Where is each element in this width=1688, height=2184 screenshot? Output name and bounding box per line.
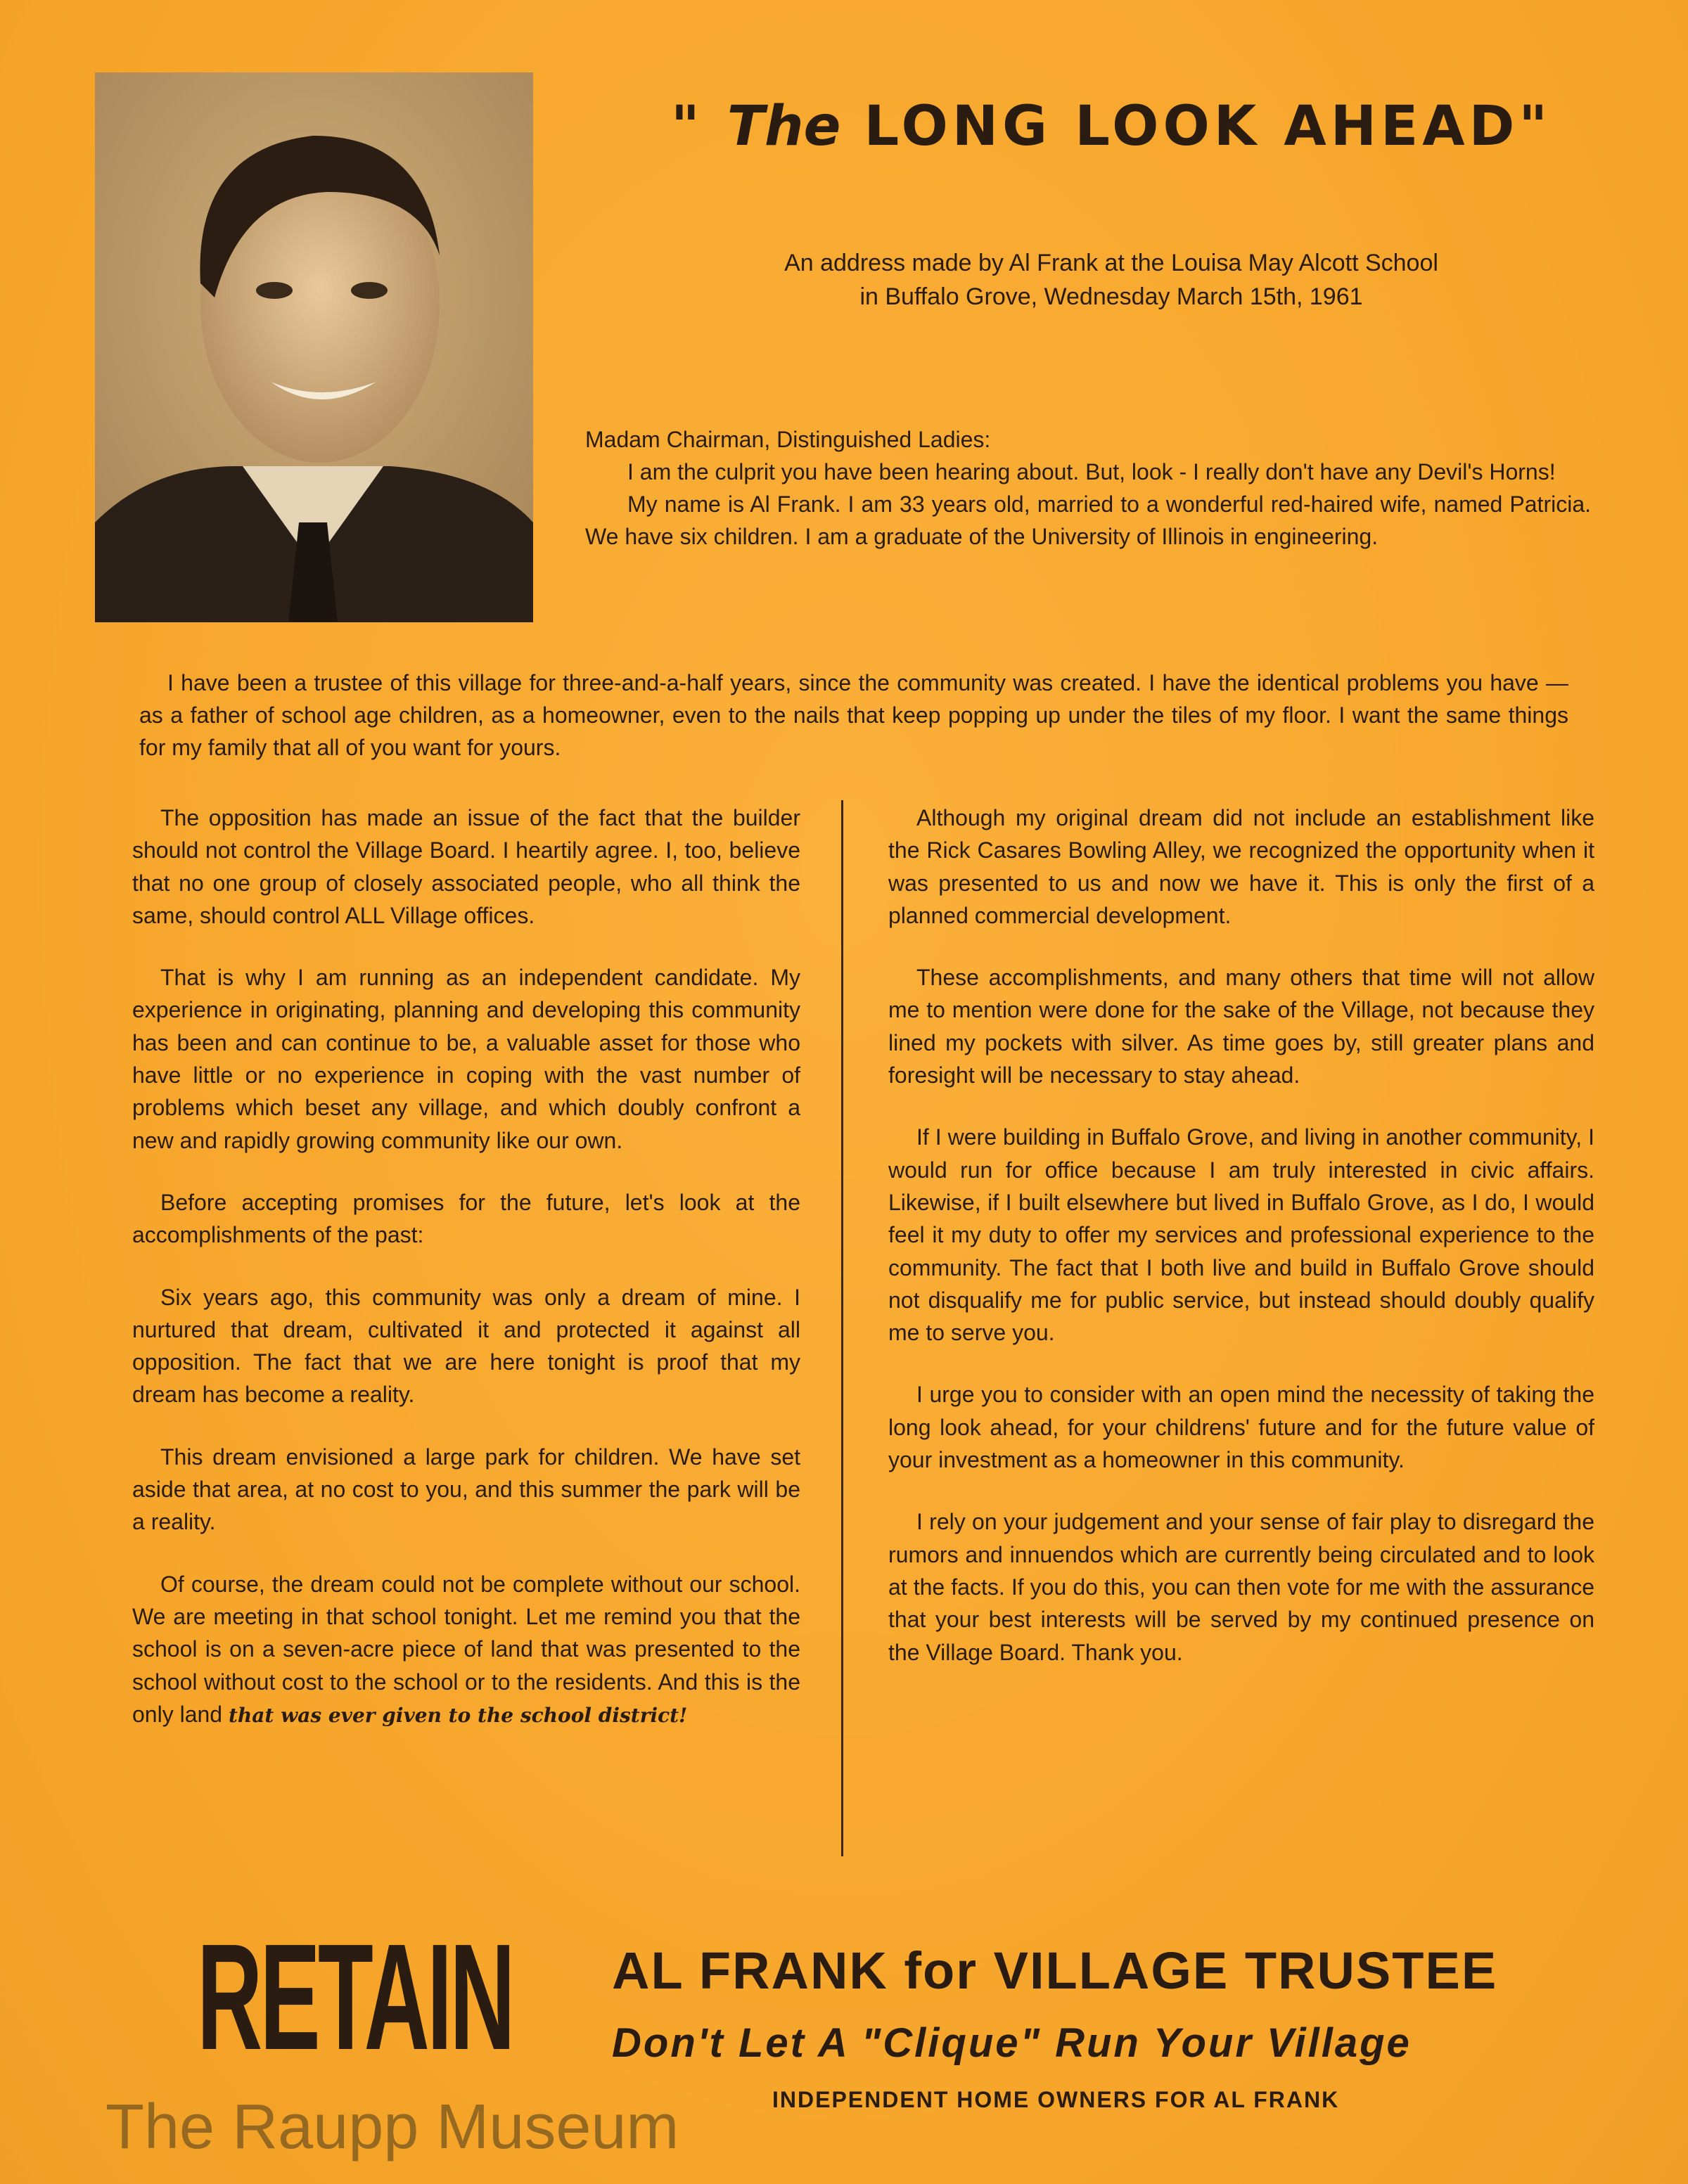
subtitle <box>612 246 1611 314</box>
paragraph: Although my original dream did not include an establishment like the Rick Casares Bowling Alley, we recognized the opportunity when it was presented to us and now we have it. This is only the first of a planned commercial development. <box>888 805 1594 928</box>
portrait-photo <box>95 72 533 622</box>
title-main: LONG LOOK AHEAD <box>864 95 1519 158</box>
watermark: The Raupp Museum <box>106 2092 679 2162</box>
paragraph: I urge you to consider with an open mind the necessity of taking the long look ahead, for your childrens' future and for the future value of your investment as a homeowner in this community. <box>888 1382 1594 1473</box>
paragraph: These accomplishments, and many others that time will not allow me to mention were done for the sake of the Village, not because they lined my pockets with silver. As time goes by, still greater plans and foresight will be necessary to stay ahead. <box>888 965 1594 1088</box>
title-the: The <box>727 95 841 158</box>
candidate-line: AL FRANK for VILLAGE TRUSTEE <box>612 1941 1498 2000</box>
paragraph: That is why I am running as an independent candidate. My experience in originating, planning and developing this community has been and can continue to be, a valuable asset for those who have little or no experience in coping with the vast number of problems which beset any village, and which doubly confront a new and rapidly growing community like our own. <box>132 965 800 1153</box>
intro-section <box>585 423 1591 553</box>
document-title <box>612 95 1611 158</box>
emphasis-text: that was ever given to the school district! <box>228 1703 688 1727</box>
slogan: Don't Let A "Clique" Run Your Village <box>612 2020 1412 2066</box>
paragraph: This dream envisioned a large park for children. We have set aside that area, at no cost to you, and this summer the park will be a reality. <box>132 1444 800 1535</box>
column-divider <box>841 800 843 1856</box>
right-column <box>888 802 1594 1698</box>
subtitle-line-2: in Buffalo Grove, Wednesday March 15th, 1961 <box>859 283 1363 310</box>
paragraph: Before accepting promises for the future, let's look at the accomplishments of the past: <box>132 1189 800 1248</box>
paragraph <box>132 1568 800 1732</box>
title-close-quote: " <box>1518 95 1552 158</box>
intro-paragraph: My name is Al Frank. I am 33 years old, married to a wonderful red-haired wife, named Patricia. We have six children. I am a graduate of the University of Illinois in engineering. <box>585 492 1591 549</box>
title-open-quote: " <box>670 95 704 158</box>
subtitle-line-1: An address made by Al Frank at the Louisa May Alcott School <box>784 250 1438 276</box>
left-column <box>132 802 800 1732</box>
retain-headline: RETAIN <box>197 1912 513 2081</box>
paragraph: If I were building in Buffalo Grove, and living in another community, I would run for office because I am truly interested in civic affairs. Likewise, if I built elsewhere but lived in Buffalo Grove, as I do, I would feel it my duty to offer my services and professional experience to the community. The fact that I both live and build in Buffalo Grove should not disqualify me for public service, but instead should doubly qualify me to serve you. <box>888 1124 1594 1346</box>
paragraph-text: Of course, the dream could not be complete without our school. We are meeting in that school tonight. Let me remind you that the school is on a seven-acre piece of land that was presented to the school without cost to the school or to the residents. And this is the only land <box>132 1571 800 1727</box>
wide-paragraph: I have been a trustee of this village for three-and-a-half years, since the community was created. I have the identical problems you have — as a father of school age children, as a homeowner, even to the nails that keep popping up under the tiles of my floor. I want the same things for my family that all of you want for yours. <box>139 670 1568 760</box>
intro-paragraph: I am the culprit you have been hearing about. But, look - I really don't have any Devil's Horns! <box>627 459 1556 484</box>
salutation: Madam Chairman, Distinguished Ladies: <box>585 427 991 452</box>
paragraph: I rely on your judgement and your sense of fair play to disregard the rumors and innuendos which are currently being circulated and to look at the facts. If you do this, you can then vote for me with the assurance that your best interests will be served by my continued presence on the Village Board. Thank you. <box>888 1509 1594 1665</box>
paragraph: Six years ago, this community was only a dream of mine. I nurtured that dream, cultivated it and protected it against all opposition. The fact that we are here tonight is proof that my dream has become a reality. <box>132 1284 800 1408</box>
paragraph: The opposition has made an issue of the fact that the builder should not control the Village Board. I heartily agree. I, too, believe that no one group of closely associated people, who all think the same, should control ALL Village offices. <box>132 805 800 928</box>
organization-line: INDEPENDENT HOME OWNERS FOR AL FRANK <box>772 2087 1340 2112</box>
